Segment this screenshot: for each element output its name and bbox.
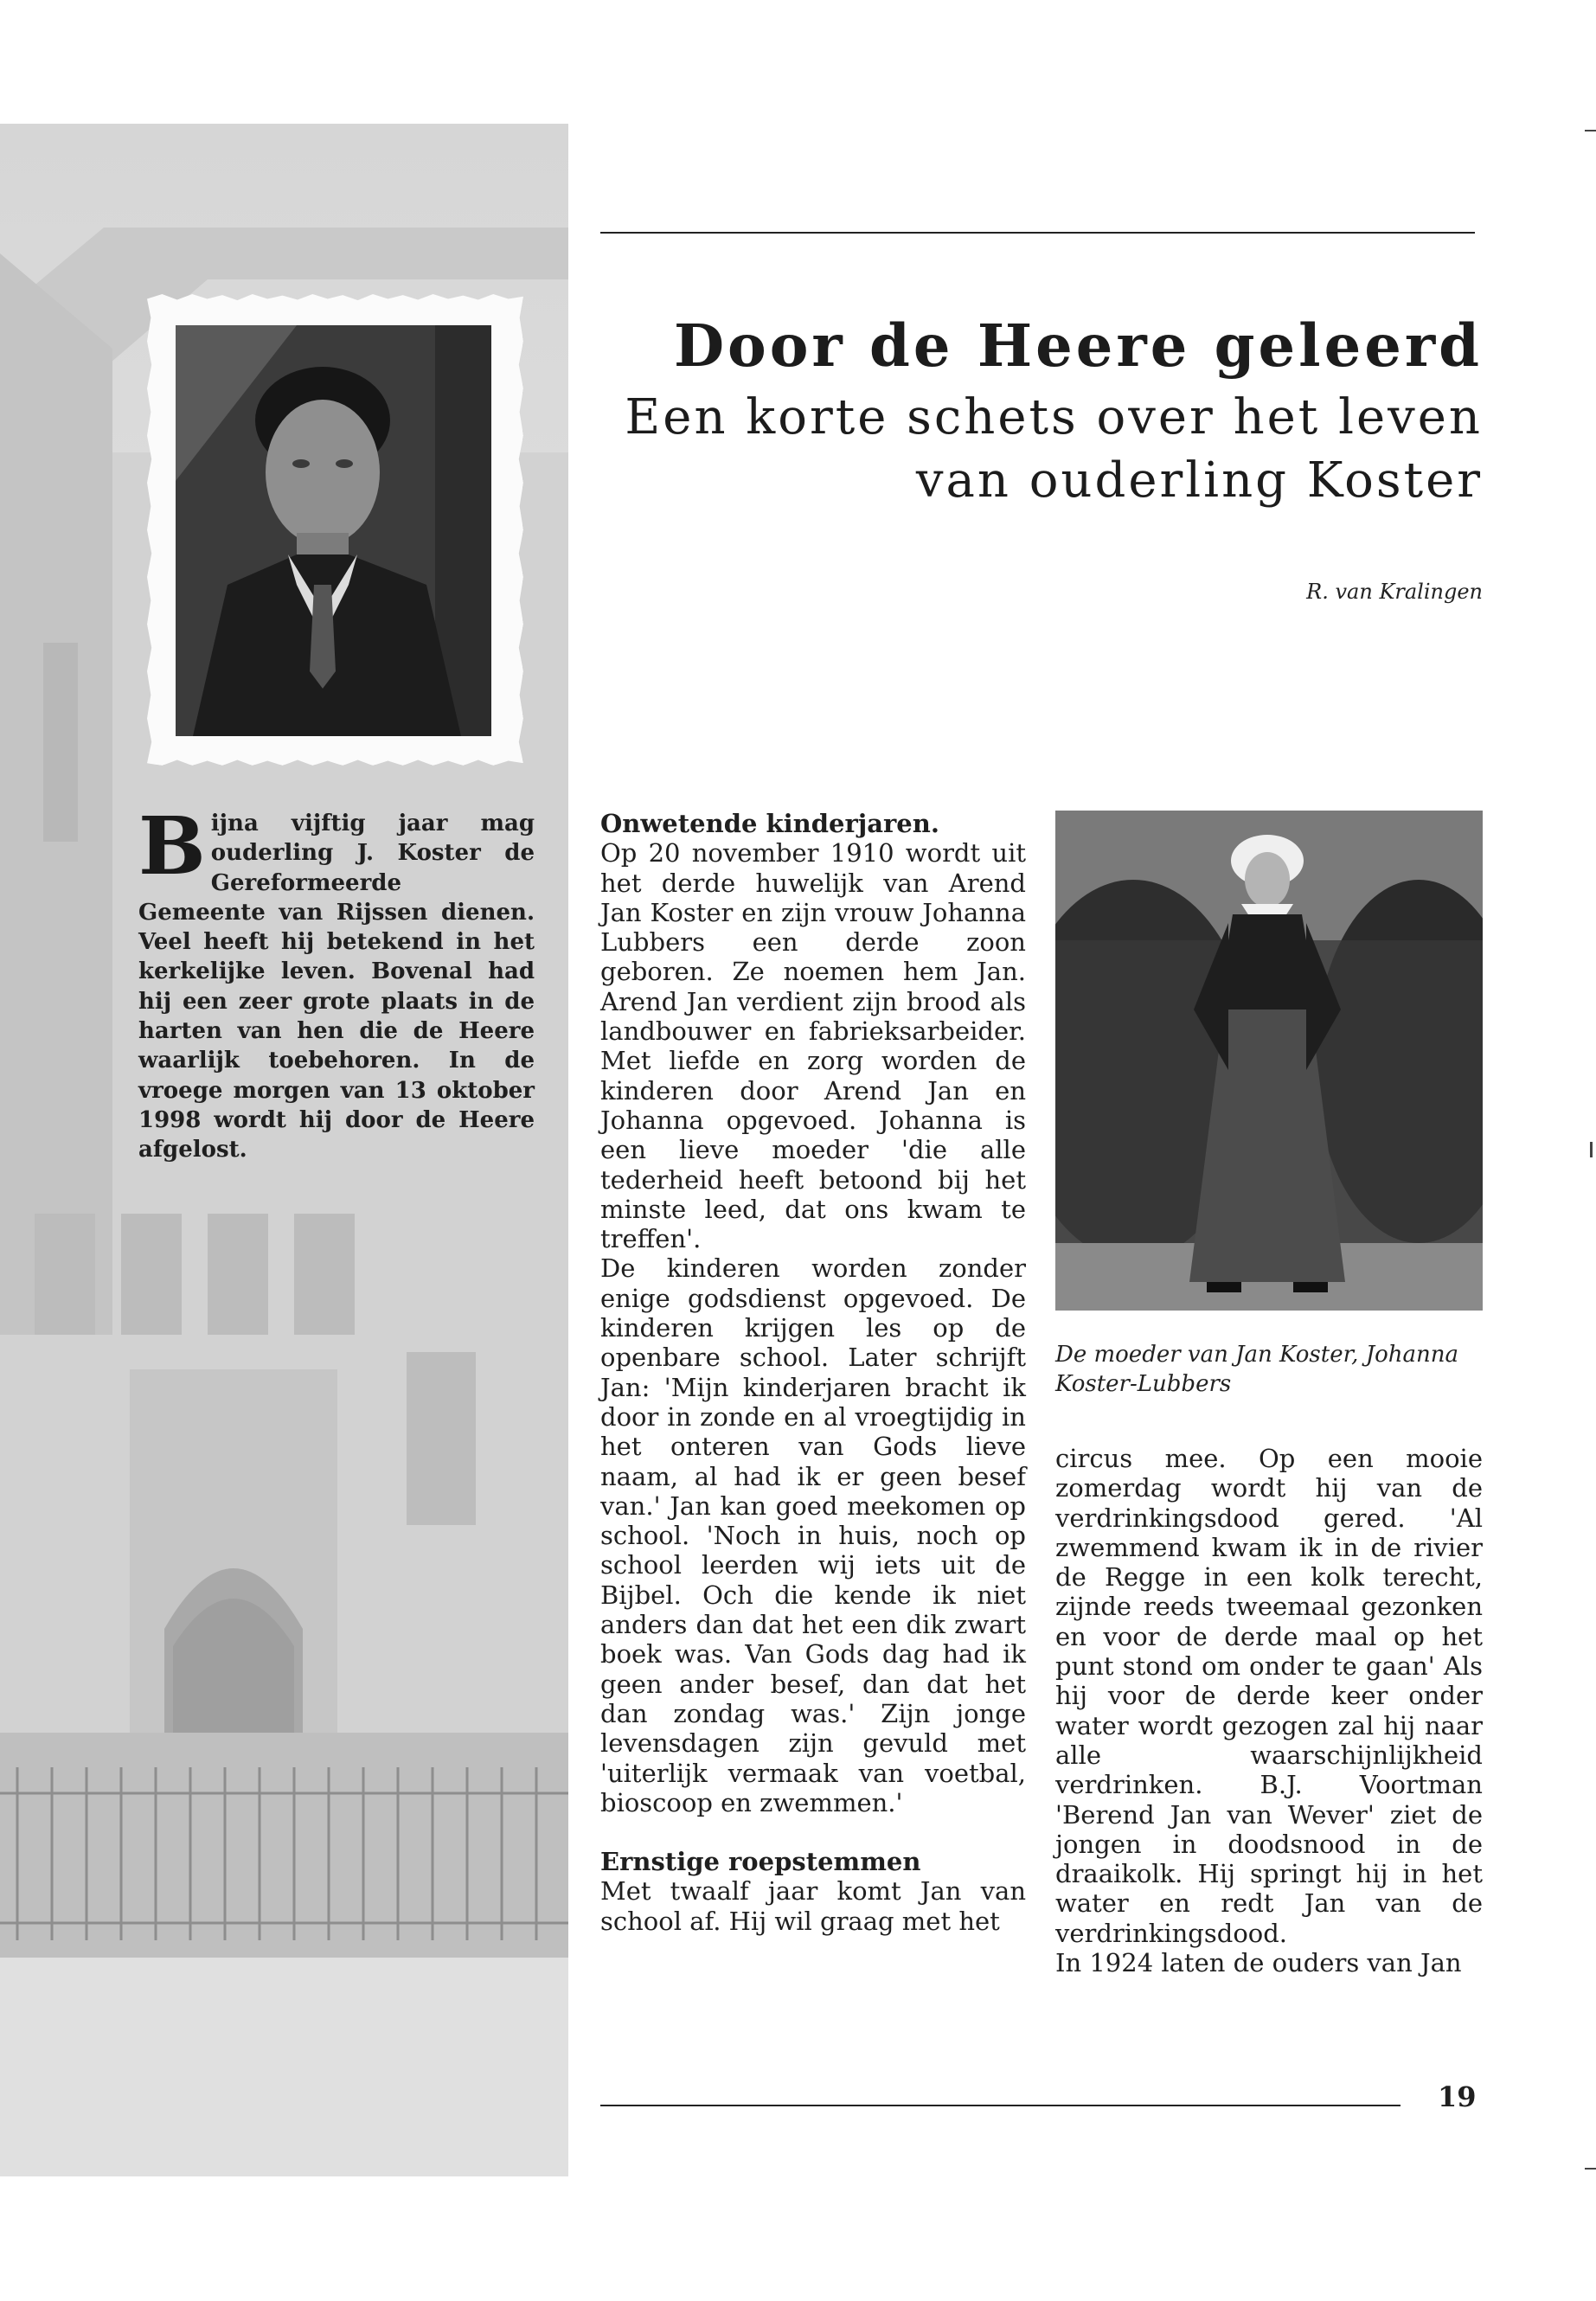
article-header	[600, 311, 1483, 512]
body-column-3	[1055, 1444, 1483, 1977]
body-paragraph: Met twaalf jaar komt Jan van school af. Hij wil graag met het	[600, 1876, 1026, 1936]
article-title: Door de Heere geleerd	[673, 311, 1483, 380]
body-paragraph: circus mee. Op een mooie zomerdag wordt hij van de verdrinkingsdood gered. 'Al zwemmend kwam ik in de rivier de Regge in een kolk terecht, zijnde reeds tweemaal gezonken en voor de derde maal op het punt stond om onder te gaan' Als hij voor de derde keer onder water wordt gezogen zal hij naar alle waarschijnlijkheid verdrinken. B.J. Voortman 'Berend Jan van Wever' ziet de jongen in doodsnood in de draaikolk. Hij springt hij in het water en redt Jan van de verdrinkingsdood.	[1055, 1444, 1483, 1948]
drop-cap: B	[138, 799, 206, 893]
section-heading-calls: Ernstige roepstemmen	[600, 1847, 921, 1877]
page-number: 19	[1438, 2080, 1477, 2113]
portrait-photo	[176, 325, 491, 736]
body-paragraph: In 1924 laten de ouders van Jan	[1055, 1948, 1462, 1978]
photo-caption: De moeder van Jan Koster, Johanna Koster-Lubbers	[1055, 1342, 1459, 1397]
bottom-rule	[600, 2105, 1401, 2106]
intro-text: ijna vijftig jaar mag ouderling J. Koster de Gereformeerde Gemeente van Rijssen dienen. Veel heeft hij betekend in het kerkelijke leven. Bovenal had hij een zeer grote plaats in de harten van hen die de Heere waarlijk toebehoren. In de vroege morgen van 13 oktober 1998 wordt hij door de Heere afgelost.	[138, 811, 535, 1163]
portrait-photo-frame	[147, 294, 523, 766]
crop-mark-mid-right	[1590, 1142, 1593, 1157]
intro-paragraph	[138, 799, 535, 1165]
crop-mark-top-right	[1585, 130, 1596, 131]
article-subtitle	[600, 386, 1483, 512]
portrait-illustration	[176, 325, 491, 736]
article-subtitle-line-2: van ouderling Koster	[915, 452, 1483, 510]
body-paragraph: Op 20 november 1910 wordt uit het derde huwelijk van Arend Jan Koster en zijn vrouw Johanna Lubbers een derde zoon geboren. Ze noemen hem Jan. Arend Jan verdient zijn brood als landbouwer en fabrieksarbeider. Met liefde en zorg worden de kinderen door Arend Jan en Johanna opgevoed. Johanna is een lieve moeder 'die alle tederheid heeft betoond bij het minste leed, dat ons kwam te treffen'.	[600, 838, 1026, 1254]
author-byline: R. van Kralingen	[1306, 580, 1483, 604]
article-subtitle-line-1: Een korte schets over het leven	[625, 389, 1483, 446]
crop-mark-bottom-right	[1585, 2168, 1596, 2170]
mother-photo	[1055, 811, 1483, 1311]
section-heading-childhood: Onwetende kinderjaren.	[600, 809, 939, 838]
mother-illustration	[1055, 811, 1483, 1311]
body-paragraph: De kinderen worden zonder enige godsdienst opgevoed. De kinderen krijgen les op de openbare school. Later schrijft Jan: 'Mijn kinderjaren bracht ik door in zonde en al vroegtijdig in het onteren van Gods lieve naam, al had ik er geen besef van.' Jan kan goed meekomen op school. 'Noch in huis, noch op school leerden wij iets uit de Bijbel. Och die kende ik niet anders dan dat het een dik zwart boek was. Van Gods dag had ik geen ander besef, dan dat het dan zondag was.' Zijn jonge levensdagen zijn gevuld met 'uiterlijk vermaak van voetbal, bioscoop en zwemmen.'	[600, 1253, 1026, 1817]
body-column-2	[600, 809, 1026, 1936]
top-rule	[600, 232, 1475, 234]
